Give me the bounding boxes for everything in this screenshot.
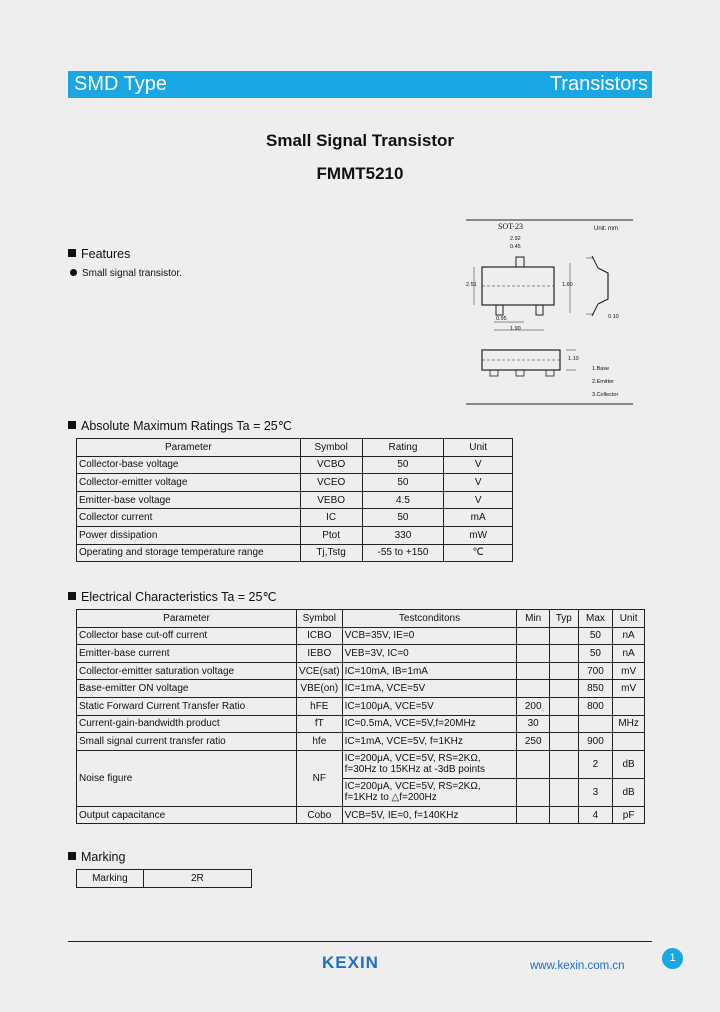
- rating-cell: 50: [362, 509, 444, 527]
- param-cell: Collector-emitter voltage: [77, 474, 301, 492]
- max-cell: 800: [578, 697, 613, 715]
- table-row: [77, 526, 513, 544]
- param-cell: Emitter-base voltage: [77, 491, 301, 509]
- condition-cell: IC=1mA, VCE=5V, f=1KHz: [342, 733, 517, 751]
- typ-cell: [549, 645, 578, 663]
- column-header: Max: [578, 610, 613, 628]
- condition-cell: VCB=35V, IE=0: [342, 627, 517, 645]
- unit-cell: MHz: [613, 715, 645, 733]
- marking-heading: Marking: [68, 850, 125, 864]
- column-header: Parameter: [77, 610, 297, 628]
- table-row: [77, 870, 252, 888]
- symbol-cell: Ptot: [300, 526, 362, 544]
- marking-label: Marking: [77, 870, 144, 888]
- min-cell: [517, 645, 550, 663]
- symbol-cell: hFE: [297, 697, 343, 715]
- min-cell: [517, 778, 550, 806]
- feature-item: Small signal transistor.: [70, 268, 182, 279]
- abs-max-table: [76, 438, 513, 562]
- table-row: [77, 806, 645, 824]
- symbol-cell: hfe: [297, 733, 343, 751]
- min-cell: [517, 627, 550, 645]
- max-cell: 3: [578, 778, 613, 806]
- symbol-cell: fT: [297, 715, 343, 733]
- table-row: [77, 680, 645, 698]
- min-cell: 200: [517, 697, 550, 715]
- part-number: FMMT5210: [316, 164, 404, 183]
- condition-cell: IC=10mA, IB=1mA: [342, 662, 517, 680]
- table-row: [77, 474, 513, 492]
- rating-cell: 50: [362, 474, 444, 492]
- typ-cell: [549, 778, 578, 806]
- dim-label: 0.95: [496, 316, 507, 322]
- table-row: [77, 750, 645, 778]
- min-cell: [517, 806, 550, 824]
- symbol-cell: Tj,Tstg: [300, 544, 362, 562]
- features-heading: Features: [68, 247, 130, 261]
- symbol-cell: VCBO: [300, 456, 362, 474]
- column-header: Unit: [613, 610, 645, 628]
- param-cell: Collector-base voltage: [77, 456, 301, 474]
- param-cell: Collector current: [77, 509, 301, 527]
- column-header: Unit: [444, 439, 513, 457]
- symbol-cell: ICBO: [297, 627, 343, 645]
- symbol-cell: Cobo: [297, 806, 343, 824]
- param-cell: Operating and storage temperature range: [77, 544, 301, 562]
- abs-max-heading: Absolute Maximum Ratings Ta = 25℃: [68, 418, 292, 433]
- column-header: Typ: [549, 610, 578, 628]
- kexin-logo: KEXIN: [322, 953, 379, 972]
- max-cell: 2: [578, 750, 613, 778]
- condition-cell: VCB=5V, IE=0, f=140KHz: [342, 806, 517, 824]
- condition-cell: IC=0.5mA, VCE=5V,f=20MHz: [342, 715, 517, 733]
- pin-label: 2.Emitter: [592, 379, 615, 385]
- footer-rule: [68, 941, 652, 942]
- max-cell: 850: [578, 680, 613, 698]
- dim-label: 0.10: [608, 314, 619, 320]
- min-cell: [517, 662, 550, 680]
- table-row: [77, 733, 645, 751]
- table-row: [77, 509, 513, 527]
- elec-heading: Electrical Characteristics Ta = 25℃: [68, 589, 276, 604]
- unit-cell: V: [444, 456, 513, 474]
- param-cell: Collector base cut-off current: [77, 627, 297, 645]
- symbol-cell: VEBO: [300, 491, 362, 509]
- rating-cell: 330: [362, 526, 444, 544]
- param-cell: Collector-emitter saturation voltage: [77, 662, 297, 680]
- unit-cell: nA: [613, 645, 645, 663]
- unit-cell: pF: [613, 806, 645, 824]
- condition-cell: IC=200μA, VCE=5V, RS=2KΩ, f=30Hz to 15KHz at -3dB points: [342, 750, 517, 778]
- unit-cell: ℃: [444, 544, 513, 562]
- column-header: Min: [517, 610, 550, 628]
- max-cell: 50: [578, 645, 613, 663]
- column-header: Parameter: [77, 439, 301, 457]
- max-cell: 4: [578, 806, 613, 824]
- param-cell: Output capacitance: [77, 806, 297, 824]
- pin-label: 1.Base: [592, 366, 610, 372]
- dim-label: 2.92: [510, 236, 521, 242]
- unit-cell: dB: [613, 778, 645, 806]
- pin-label: 3.Collector: [592, 392, 619, 398]
- dim-label: 0.45: [510, 244, 521, 250]
- page-number: 1: [662, 948, 683, 969]
- typ-cell: [549, 733, 578, 751]
- max-cell: [578, 715, 613, 733]
- unit-cell: V: [444, 491, 513, 509]
- header-bar: [68, 71, 652, 98]
- table-header-row: [77, 439, 513, 457]
- symbol-cell: IEBO: [297, 645, 343, 663]
- condition-cell: IC=200μA, VCE=5V, RS=2KΩ, f=1KHz to △f=200Hz: [342, 778, 517, 806]
- param-cell: Base-emitter ON voltage: [77, 680, 297, 698]
- rating-cell: 4.5: [362, 491, 444, 509]
- param-cell: Small signal current transfer ratio: [77, 733, 297, 751]
- min-cell: 250: [517, 733, 550, 751]
- typ-cell: [549, 806, 578, 824]
- unit-cell: [613, 733, 645, 751]
- package-name: SOT-23: [498, 222, 524, 231]
- min-cell: [517, 680, 550, 698]
- header-right: Transistors: [549, 73, 648, 95]
- table-row: [77, 491, 513, 509]
- column-header: Symbol: [300, 439, 362, 457]
- rating-cell: -55 to +150: [362, 544, 444, 562]
- rating-cell: 50: [362, 456, 444, 474]
- unit-cell: dB: [613, 750, 645, 778]
- table-row: [77, 627, 645, 645]
- table-row: [77, 662, 645, 680]
- column-header: Testconditons: [342, 610, 517, 628]
- typ-cell: [549, 750, 578, 778]
- min-cell: [517, 750, 550, 778]
- typ-cell: [549, 715, 578, 733]
- symbol-cell: VCEO: [300, 474, 362, 492]
- max-cell: 50: [578, 627, 613, 645]
- typ-cell: [549, 662, 578, 680]
- marking-table: [76, 869, 252, 888]
- bullet-dot-icon: [70, 269, 77, 276]
- table-row: [77, 645, 645, 663]
- param-cell: Current-gain-bandwidth product: [77, 715, 297, 733]
- table-row: [77, 456, 513, 474]
- bullet-square-icon: [68, 249, 76, 257]
- unit-cell: mV: [613, 680, 645, 698]
- marking-value: 2R: [143, 870, 251, 888]
- column-header: Rating: [362, 439, 444, 457]
- bullet-square-icon: [68, 592, 76, 600]
- typ-cell: [549, 627, 578, 645]
- dim-label: 1.10: [568, 356, 579, 362]
- symbol-cell: NF: [297, 750, 343, 806]
- elec-table: [76, 609, 645, 824]
- max-cell: 700: [578, 662, 613, 680]
- dim-label: 1.60: [562, 282, 573, 288]
- unit-cell: mW: [444, 526, 513, 544]
- condition-cell: IC=1mA, VCE=5V: [342, 680, 517, 698]
- doc-title: Small Signal Transistor: [265, 131, 454, 150]
- unit-cell: nA: [613, 627, 645, 645]
- table-row: [77, 697, 645, 715]
- table-header-row: [77, 610, 645, 628]
- symbol-cell: IC: [300, 509, 362, 527]
- table-row: [77, 544, 513, 562]
- bullet-square-icon: [68, 852, 76, 860]
- param-cell: Static Forward Current Transfer Ratio: [77, 697, 297, 715]
- unit-label: Unit: mm: [594, 226, 618, 232]
- unit-cell: mV: [613, 662, 645, 680]
- table-row: [77, 715, 645, 733]
- condition-cell: IC=100μA, VCE=5V: [342, 697, 517, 715]
- symbol-cell: VCE(sat): [297, 662, 343, 680]
- unit-cell: [613, 697, 645, 715]
- condition-cell: VEB=3V, IC=0: [342, 645, 517, 663]
- typ-cell: [549, 697, 578, 715]
- min-cell: 30: [517, 715, 550, 733]
- header-left: SMD Type: [74, 73, 167, 95]
- bullet-square-icon: [68, 421, 76, 429]
- package-diagram: [466, 218, 633, 406]
- param-cell: Emitter-base current: [77, 645, 297, 663]
- unit-cell: V: [444, 474, 513, 492]
- typ-cell: [549, 680, 578, 698]
- max-cell: 900: [578, 733, 613, 751]
- column-header: Symbol: [297, 610, 343, 628]
- param-cell: Power dissipation: [77, 526, 301, 544]
- dim-label: 2.51: [466, 282, 477, 288]
- unit-cell: mA: [444, 509, 513, 527]
- param-cell: Noise figure: [77, 750, 297, 806]
- footer-url[interactable]: www.kexin.com.cn: [530, 960, 625, 972]
- dim-label: 1.90: [510, 326, 521, 332]
- symbol-cell: VBE(on): [297, 680, 343, 698]
